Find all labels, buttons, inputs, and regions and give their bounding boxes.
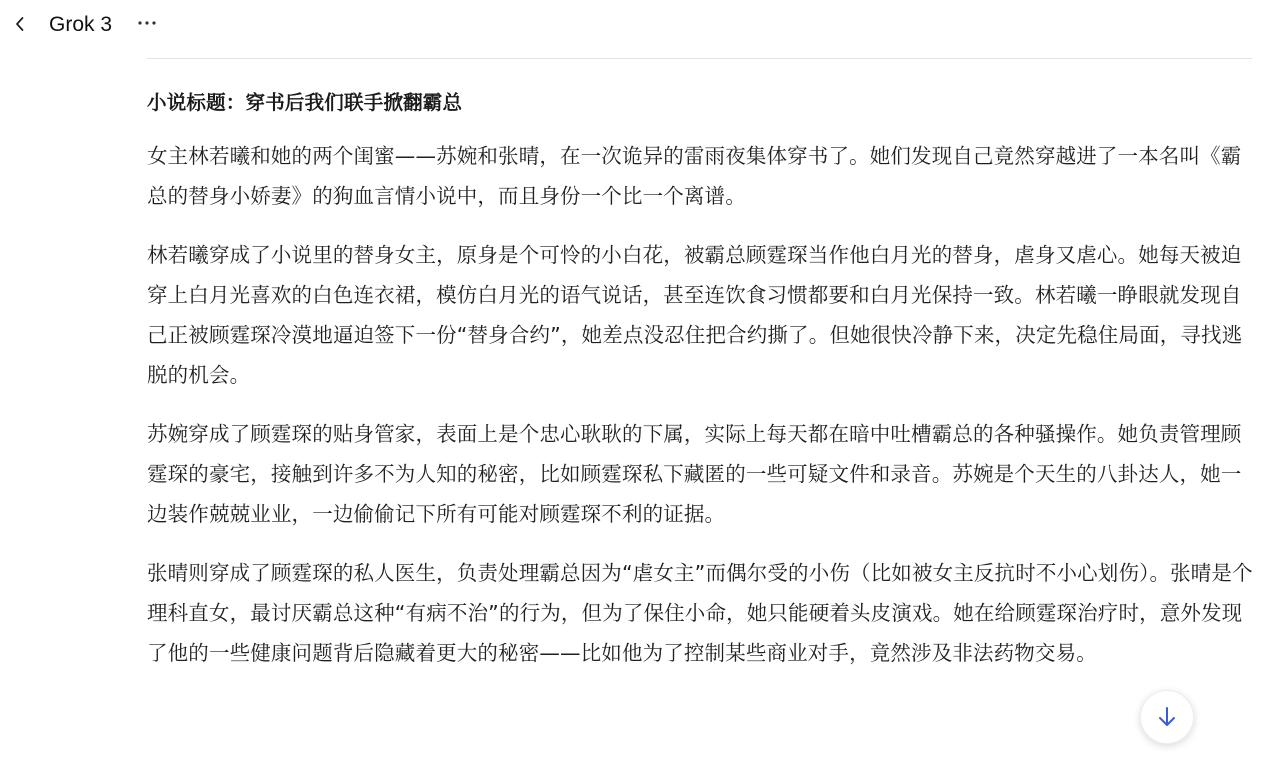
message-paragraph: 林若曦穿成了小说里的替身女主，原身是个可怜的小白花，被霸总顾霆琛当作他白月光的替身，虐身又虐心。她每天被迫穿上白月光喜欢的白色连衣裙，模仿白月光的语气说话，甚至连饮食习惯都要和白月光保持一致。林若曦一睁眼就发现自己正被顾霆琛冷漠地逼迫签下一份“替身合约”，她差点没忍住把合约撕了。但她很快冷静下来，决定先稳住局面，寻找逃脱的机会。 <box>147 243 1243 387</box>
back-button[interactable] <box>8 10 32 38</box>
chevron-left-icon <box>13 15 27 33</box>
arrow-down-icon <box>1157 705 1177 729</box>
scroll-to-bottom-button[interactable] <box>1140 690 1194 744</box>
top-bar <box>0 0 1280 50</box>
message-paragraph: 张晴则穿成了顾霆琛的私人医生，负责处理霸总因为“虐女主”而偶尔受的小伤（比如被女主反抗时不小心划伤）。张晴是个理科直女，最讨厌霸总这种“有病不治”的行为，但为了保住小命，她只能硬着头皮演戏。她在给顾霆琛治疗时，意外发现了他的一些健康问题背后隐藏着更大的秘密——比如他为了控制某些商业对手，竟然涉及非法药物交易。 <box>147 561 1253 665</box>
message-paragraph: 苏婉穿成了顾霆琛的贴身管家，表面上是个忠心耿耿的下属，实际上每天都在暗中吐槽霸总的各种骚操作。她负责管理顾霆琛的豪宅，接触到许多不为人知的秘密，比如顾霆琛私下藏匿的一些可疑文件和录音。苏婉是个天生的八卦达人，她一边装作兢兢业业，一边偷偷记下所有可能对顾霆琛不利的证据。 <box>147 422 1242 526</box>
novel-title: 小说标题：穿书后我们联手掀翻霸总 <box>147 91 463 114</box>
more-options-button[interactable] <box>134 10 160 36</box>
conversation-title: Grok 3 <box>49 13 113 36</box>
ellipsis-icon <box>137 20 157 26</box>
assistant-message <box>147 85 1255 692</box>
message-paragraph: 女主林若曦和她的两个闺蜜——苏婉和张晴，在一次诡异的雷雨夜集体穿书了。她们发现自己竟然穿越进了一本名叫《霸总的替身小娇妻》的狗血言情小说中，而且身份一个比一个离谱。 <box>147 144 1242 208</box>
header-divider <box>147 58 1252 59</box>
